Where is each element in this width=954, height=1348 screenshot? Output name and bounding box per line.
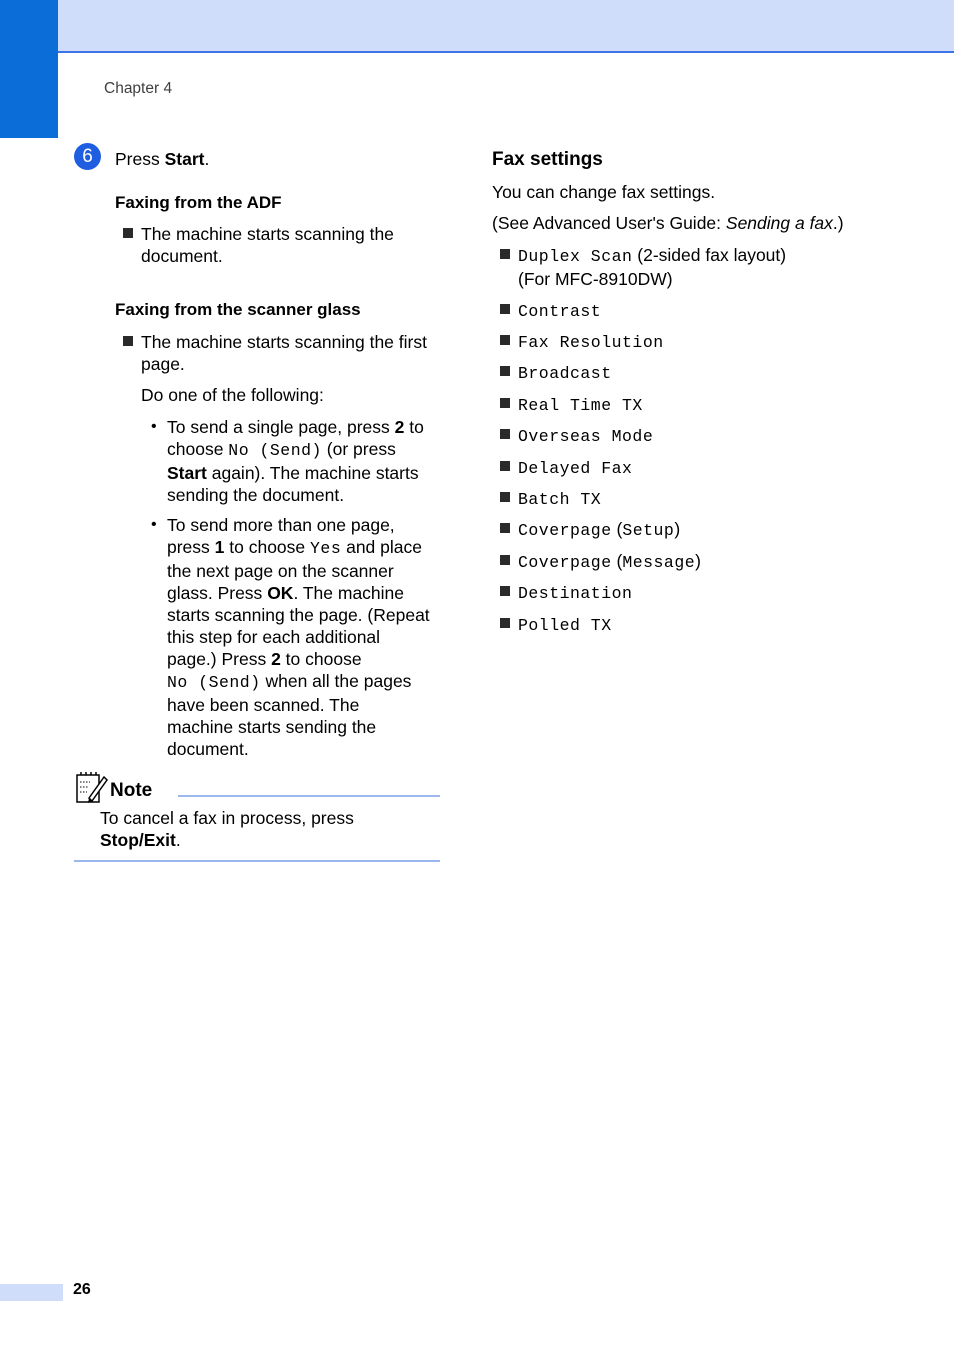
bullet-square-icon bbox=[500, 618, 510, 628]
header-band bbox=[0, 0, 954, 53]
fax-setting-item: Batch TX bbox=[518, 490, 602, 509]
fax-setting-item: Fax Resolution bbox=[518, 333, 664, 352]
footer-band bbox=[0, 1284, 63, 1301]
fax-settings-heading: Fax settings bbox=[492, 149, 603, 170]
bullet-square-icon bbox=[500, 429, 510, 439]
fax-setting-item: Broadcast bbox=[518, 364, 612, 383]
note-bottom-rule bbox=[74, 860, 440, 862]
page-number: 26 bbox=[73, 1281, 91, 1298]
fax-setting-item: Overseas Mode bbox=[518, 427, 654, 446]
bullet-dot-icon: • bbox=[151, 418, 157, 435]
chapter-label: Chapter 4 bbox=[104, 80, 173, 97]
fax-setting-item: Delayed Fax bbox=[518, 459, 633, 478]
fax-setting-item: Destination bbox=[518, 584, 633, 603]
note-title: Note bbox=[110, 780, 153, 801]
bullet-dot-icon: • bbox=[151, 516, 157, 533]
do-one-text: Do one of the following: bbox=[141, 385, 324, 405]
fax-setting-item: Coverpage (Setup) bbox=[518, 519, 681, 540]
step-instruction: Press Start. bbox=[115, 149, 210, 169]
bullet-square-icon bbox=[123, 228, 133, 238]
note-text: To cancel a fax in process, press Stop/Exit. bbox=[100, 808, 354, 850]
glass-bullet-text: The machine starts scanning the first page. bbox=[141, 332, 427, 374]
bullet-square-icon bbox=[123, 336, 133, 346]
fax-setting-item: Real Time TX bbox=[518, 396, 643, 415]
fax-setting-item: Contrast bbox=[518, 302, 602, 321]
adf-heading: Faxing from the ADF bbox=[115, 193, 282, 212]
bullet-square-icon bbox=[500, 366, 510, 376]
note-top-rule bbox=[178, 795, 440, 797]
fax-settings-reference: (See Advanced User's Guide: Sending a fax.) bbox=[492, 213, 844, 233]
bullet-square-icon bbox=[500, 492, 510, 502]
sub-bullet-single-page: To send a single page, press 2 to choose No (Send) (or press Start again). The machine starts sending the document. bbox=[167, 417, 424, 505]
bullet-square-icon bbox=[500, 586, 510, 596]
bullet-square-icon bbox=[500, 304, 510, 314]
fax-setting-item: Polled TX bbox=[518, 616, 612, 635]
glass-heading: Faxing from the scanner glass bbox=[115, 300, 361, 319]
bullet-square-icon bbox=[500, 249, 510, 259]
step-number-badge: 6 bbox=[74, 143, 101, 170]
bullet-square-icon bbox=[500, 555, 510, 565]
fax-settings-intro: You can change fax settings. bbox=[492, 182, 716, 202]
bullet-square-icon bbox=[500, 398, 510, 408]
chapter-tab bbox=[0, 0, 58, 138]
bullet-square-icon bbox=[500, 335, 510, 345]
adf-bullet-text: The machine starts scanning the document. bbox=[141, 224, 394, 266]
bullet-square-icon bbox=[500, 461, 510, 471]
bullet-square-icon bbox=[500, 523, 510, 533]
list-item-duplex-scan: Duplex Scan (2-sided fax layout) (For MFC-8910DW) bbox=[518, 245, 787, 289]
note-pencil-icon bbox=[75, 771, 108, 804]
sub-bullet-multi-page: To send more than one page, press 1 to choose Yes and place the next page on the scanner glass. Press OK. The machine starts scanning the page. (Repeat this step for each additional page.) Press 2 to choose No (Send) when all the pages have been scanned. The machine starts sending the document. bbox=[167, 515, 430, 759]
fax-setting-item: Coverpage (Message) bbox=[518, 551, 701, 572]
